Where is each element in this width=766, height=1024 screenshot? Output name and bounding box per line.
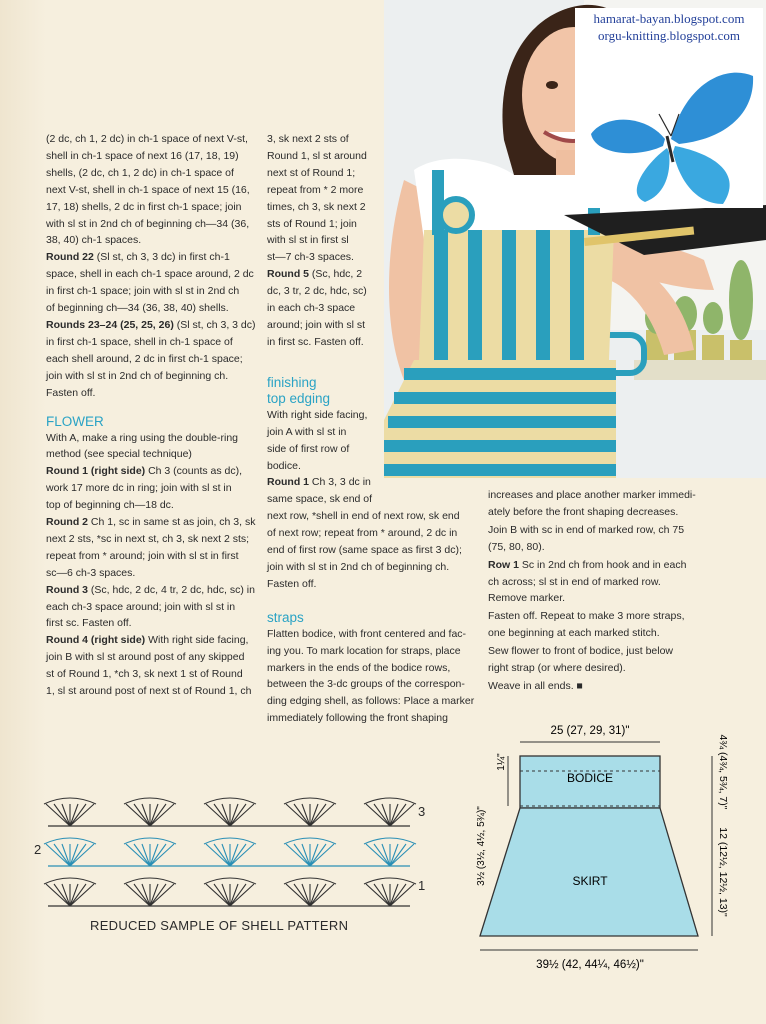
round-text: (Sl st, ch 3, 3 dc) in first ch-1 space, shell in ch-1 space of each shell around, 2 dc in first ch-1 space; join with sl st in 2nd ch of beginning ch. Fasten off. xyxy=(46,318,256,399)
row-text: Sc in 2nd ch from hook and in each ch across; sl st in end of marked row. Remove marker. xyxy=(488,558,687,605)
paragraph: Join B with sc in end of marked row, ch 75 (75, 80, 80). xyxy=(488,523,685,553)
round-label: Round 4 (right side) xyxy=(46,634,146,647)
watermark xyxy=(575,8,763,208)
top-width-measure: 25 (27, 29, 31)" xyxy=(550,725,630,737)
shell-stitch xyxy=(44,878,96,906)
instruction-row-1 xyxy=(488,557,703,608)
shell-stitch xyxy=(204,878,256,906)
round-label: Round 1 (right side) xyxy=(46,465,146,478)
round-label: Round 5 xyxy=(267,268,309,281)
text-column-1 xyxy=(46,131,258,700)
round-label: Rounds 23–24 (25, 25, 26) xyxy=(46,318,174,331)
instruction-finishing-round-1 xyxy=(267,474,479,592)
round-label: Round 2 xyxy=(46,516,88,529)
paragraph: 3, sk next 2 sts of Round 1, sl st around next st of Round 1; repeat from * 2 more times, ch 3, sk next 2 sts of Round 1; join with sl st in first sl st—7 ch-3 spaces. xyxy=(267,133,367,264)
round-text: Ch 3, 3 dc in same space, sk end of next row, *shell in end of next row, sk end of next row; repeat from * around, 2 dc in end of first row (same space as first 3 dc); join with sl st in 2nd ch of beginning ch. Fasten off. xyxy=(267,476,462,590)
shell-stitch xyxy=(124,878,176,906)
straps-heading: straps xyxy=(267,609,304,625)
instruction-round-3 xyxy=(46,582,258,633)
bottom-width-measure: 39½ (42, 44¼, 46½)" xyxy=(536,959,644,971)
left-height-measure: 3½ (3½, 4½, 5¾)" xyxy=(476,806,487,886)
shell-stitch xyxy=(284,798,336,826)
paragraph: increases and place another marker immedi- ately before the front shaping decreases. xyxy=(488,489,696,518)
row-number-label: 1 xyxy=(418,878,426,893)
stitch-diagram-caption: REDUCED SAMPLE OF SHELL PATTERN xyxy=(90,918,349,933)
shell-stitch xyxy=(364,798,416,826)
straps-text: Flatten bodice, with front centered and fac- ing you. To mark location for straps, place markers in the ends of the bodice rows, between the 3-dc groups of the correspon- ding edging shell, as follows: Place a marker immediately following the front shaping xyxy=(267,627,475,725)
round-text: (Sc, hdc, 2 dc, 3 tr, 2 dc, hdc, sc) in each ch-3 space around; join with sl st in first sc. Fasten off. xyxy=(267,268,367,348)
paragraph: Sew flower to front of bodice, just below right strap (or where desired). xyxy=(488,645,674,675)
watermark-line-2: orgu-knitting.blogspot.com xyxy=(597,28,741,43)
shell-stitch xyxy=(284,838,336,866)
shell-stitch xyxy=(204,798,256,826)
row-number-label: 3 xyxy=(418,804,426,819)
flower-heading: FLOWER xyxy=(46,413,104,429)
shell-stitch xyxy=(364,838,416,866)
garment-schematic xyxy=(470,718,750,978)
skirt-shape xyxy=(480,808,698,936)
stitch-diagram xyxy=(30,780,470,930)
shell-stitch xyxy=(204,838,256,866)
row-number-label: 2 xyxy=(34,842,42,857)
finishing-heading: finishing top edging xyxy=(267,374,331,406)
instruction-round-22 xyxy=(46,249,258,317)
round-text: (Sl st, ch 3, 3 dc) in first ch-1 space, shell in each ch-1 space around, 2 dc in first ch-1 space; join with sl st in 2nd ch of beginning ch—34 (36, 38, 40) shells. xyxy=(46,251,254,315)
round-text: Ch 3 (counts as dc), work 17 more dc in ring; join with sl st in top of beginning ch—18 dc. xyxy=(46,465,243,512)
finishing-intro: With right side facing, join A with sl st in side of first row of bodice. xyxy=(267,408,368,472)
paragraph: Fasten off. Repeat to make 3 more straps, one beginning at each marked stitch. xyxy=(488,610,685,640)
round-text: With right side facing, join B with sl st around post of any skipped st of Round 1, *ch 3, sk next 1 st of Round 1, sl st around post of next st of Round 1, ch xyxy=(46,634,252,698)
shell-stitch xyxy=(124,838,176,866)
instruction-round-1 xyxy=(46,463,258,514)
bodice-height-measure: 4¾ (4¾, 5¾, 7)" xyxy=(717,734,729,810)
text-column-3 xyxy=(488,487,703,695)
round-label: Round 3 xyxy=(46,583,88,596)
paragraph: (2 dc, ch 1, 2 dc) in ch-1 space of next V-st, shell in ch-1 space of next 16 (17, 18, 19) shells, (2 dc, ch 1, 2 dc) in ch-1 space of next V-st, shell in ch-1 space of next 15 (16, 17, 18) shells, 2 dc in first ch-1 space; join with sl st in 2nd ch of beginning ch—34 (36, 38, 40) ch-1 spaces. xyxy=(46,133,250,247)
shell-stitch xyxy=(44,838,96,866)
closing-line: Weave in all ends. ■ xyxy=(488,679,583,692)
instruction-round-2 xyxy=(46,514,258,582)
shell-stitch xyxy=(44,798,96,826)
edging-height-measure: 1¼" xyxy=(496,753,507,771)
round-label: Round 1 xyxy=(267,476,309,489)
round-text: Ch 1, sc in same st as join, ch 3, sk next 2 sts, *sc in next st, ch 3, sk next 2 sts; repeat from * around; join with sl st in first sc—6 ch-3 spaces. xyxy=(46,516,256,579)
shell-stitch xyxy=(124,798,176,826)
bodice-label: BODICE xyxy=(566,771,614,785)
flower-intro: With A, make a ring using the double-ring method (see special technique) xyxy=(46,431,239,461)
shell-stitch xyxy=(284,878,336,906)
round-label: Round 22 xyxy=(46,251,94,264)
watermark-line-1: hamarat-bayan.blogspot.com xyxy=(593,11,745,26)
row-label: Row 1 xyxy=(488,558,519,571)
skirt-label: SKIRT xyxy=(572,874,608,888)
skirt-height-measure: 12 (12½, 12½, 13)" xyxy=(717,827,729,917)
round-text: (Sc, hdc, 2 dc, 4 tr, 2 dc, hdc, sc) in each ch-3 space around; join with sl st in first sc. Fasten off. xyxy=(46,583,255,630)
shell-stitch xyxy=(364,878,416,906)
instruction-round-4 xyxy=(46,632,258,700)
butterfly-icon xyxy=(575,44,763,204)
instruction-rounds-23-24 xyxy=(46,317,258,402)
